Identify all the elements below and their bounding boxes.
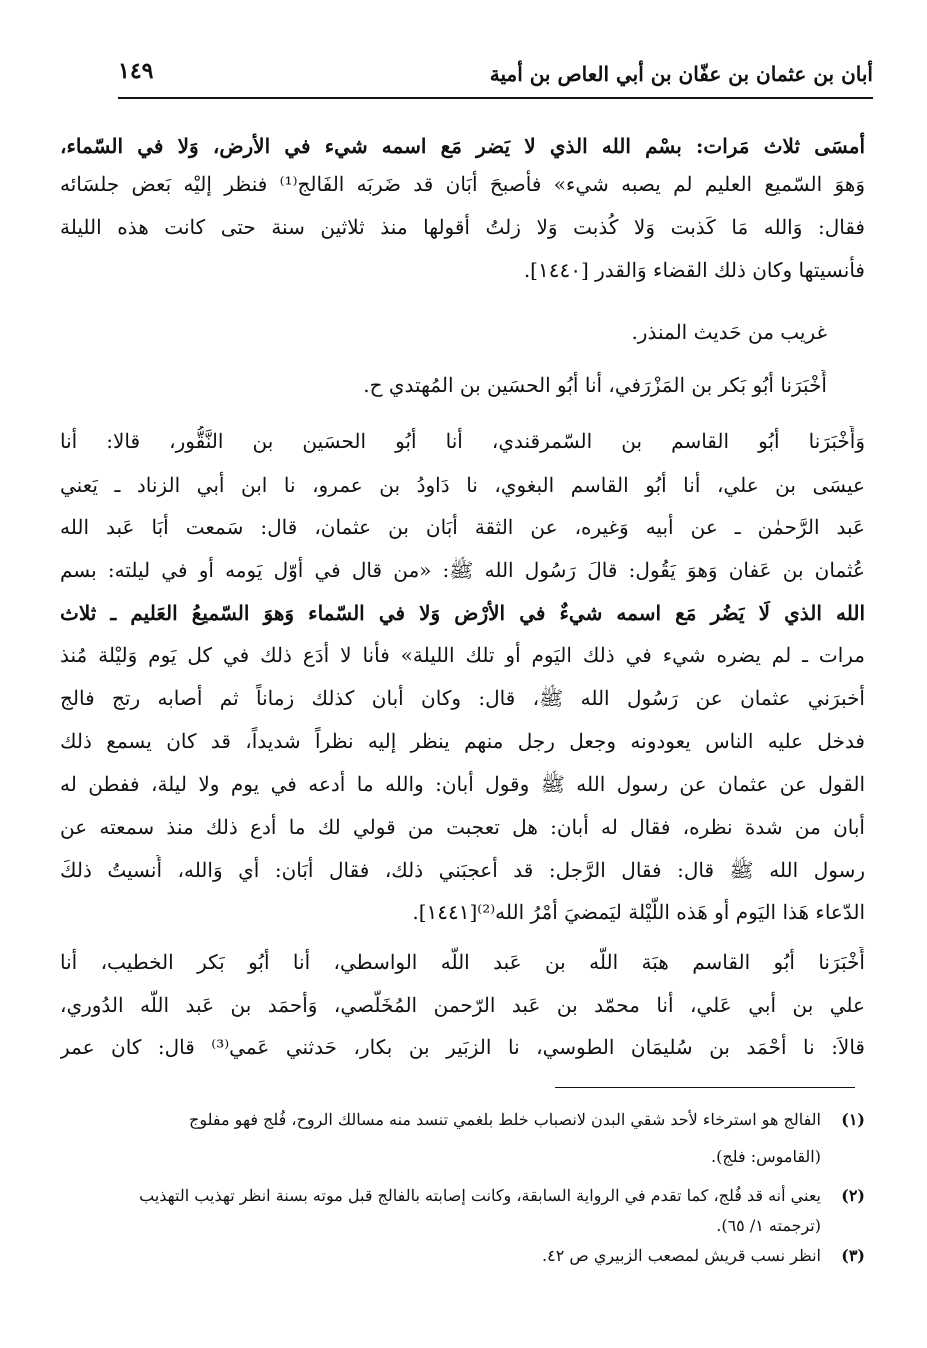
footnote-text: يعني أنه قد فُلج، كما تقدم في الرواية السابقة، وكانت إصابته بالفالج قبل موته بسنة انظر تهذيب التهذيب (139, 1186, 821, 1205)
text-line: مرات ـ لم يضره شيء في ذلك اليَوم أو تلك الليلة» فأنا لا أدَع ذلك في كل يَوم وَليْلة مُنذ (60, 643, 865, 667)
text-line: أبان من شدة نظره، فقال له أبان: هل تعجبت من قولي لك ما أدع ذلك منذ سمعته عن (60, 815, 865, 839)
text-line: وَأَخْبَرَنا أبُو القاسم بن السّمرقندي، أنا أبُو الحسَين بن النَّقُّور، قالا: أنا (60, 429, 865, 453)
text-line: فأُنسيتها وكان ذلك القضاء وَالقدر [١٤٤٠]. (523, 258, 865, 282)
text-line: قالاَ: نا أحْمَد بن سُليمَان الطوسي، نا الزبَير بن بكار، حَدثني عَمي⁽³⁾ قال: كان عمر (60, 1035, 865, 1059)
text-line: أمسَى ثلاث مَرات: بسْم الله الذي لا يَضر مَع اسمه شيء في الأرض، وَلا في السّماء، (60, 134, 865, 158)
text-line: فقال: وَالله مَا كَذبت وَلا كُذبت وَلا زلتُ أقولها منذ ثلاثين سنة حتى كانت هذه الليلة (60, 215, 865, 239)
text-line: علي بن أبي عَلي، أنا محمّد بن عَبد الرّحمن المُخَلّصي، وَأحمَد بن عَبد اللّه الدُوري، (60, 993, 865, 1017)
footnote-3 (60, 1244, 865, 1268)
text-line: الله الذي لَا يَضُر مَع اسمه شيءٌ في الأرْض وَلا في السّماء وَهوَ السّميعُ العَليم ـ ثلاث (60, 601, 865, 625)
text-line: عُثمان بن عَفان وَهوَ يَقُول: قالَ رَسُول الله ﷺ: «من قال في أوّل يَومه أو في ليلته: بسم (60, 558, 865, 582)
text-line: أخبرَني عثمان عن رَسُول الله ﷺ، قال: وكان أبان كذلك زماناً ثم أصابه رتج فالج (60, 686, 865, 710)
footnote-1-continued: (القاموس: فلج). (711, 1147, 821, 1166)
text-line: أَخْبَرَنا أبُو القاسم هبَة اللّه بن عَبد اللّه الواسطي، أنا أبُو بَكر الخطيب، أنا (60, 950, 865, 974)
header-divider (118, 97, 873, 99)
text-line: عيسَى بن علي، أنا أبُو القاسم البغوي، نا دَاودُ بن عمرو، نا ابن أبي الزناد ـ يَعني (60, 473, 865, 497)
footnote-2 (60, 1184, 865, 1208)
text-line: رسول الله ﷺ قال: فقال الرَّجل: قد أعجبَني ذلك، فقال أبَان: أي وَالله، أُنسيتُ ذلكَ (60, 858, 865, 882)
footnote-number: (١) (841, 1110, 865, 1129)
footnote-text: الفالج هو استرخاء لأحد شقي البدن لانصباب خلط بلغمي تنسد منه مسالك الروح، فُلج فهو مفلوج (189, 1110, 821, 1129)
page-header (118, 56, 873, 96)
text-line: أَخْبَرَنا أبُو بَكر بن المَزْرَفي، أنا أبُو الحسَين بن المُهتدي ح. (363, 373, 827, 397)
footnote-text: انظر نسب قريش لمصعب الزبيري ص ٤٢. (542, 1246, 821, 1265)
footnote-divider (555, 1087, 855, 1088)
footnote-1 (60, 1108, 865, 1132)
page-number: ١٤٩ (118, 58, 154, 84)
running-title: أبان بن عثمان بن عفّان بن أبي العاص بن أمية (489, 62, 873, 86)
text-line: وَهوَ السّميع العليم لم يصبه شيء» فأصبحَ أبَان قد ضَربَه الفَالج⁽¹⁾ فنظر إليْه بَعض جلسَائه (60, 172, 865, 196)
text-line: غريب من حَديث المنذر. (631, 320, 827, 344)
footnote-number: (٣) (841, 1246, 865, 1265)
text-line: عَبد الرَّحمٰن ـ عن أبيه وَغيره، عن الثقة أبَان بن عثمان، قال: سَمعت أبَا عَبد الله (60, 515, 865, 539)
footnote-2-continued: (ترجمته ١/ ٦٥). (716, 1216, 821, 1235)
footnote-number: (٢) (841, 1186, 865, 1205)
text-line: فدخل عليه الناس يعودونه وجعل رجل منهم ينظر إليه نظراً شديداً، قد كان يسمع ذلك (60, 729, 865, 753)
text-line: القول عن عثمان عن رسول الله ﷺ وقول أبان: والله ما أدعه في يوم ولا ليلة، ففطن له (60, 772, 865, 796)
text-line: الدّعاء هَذا اليَوم أو هَذه اللّيْلة ليَمضيَ أمْرُ الله⁽²⁾[١٤٤١]. (412, 900, 865, 924)
